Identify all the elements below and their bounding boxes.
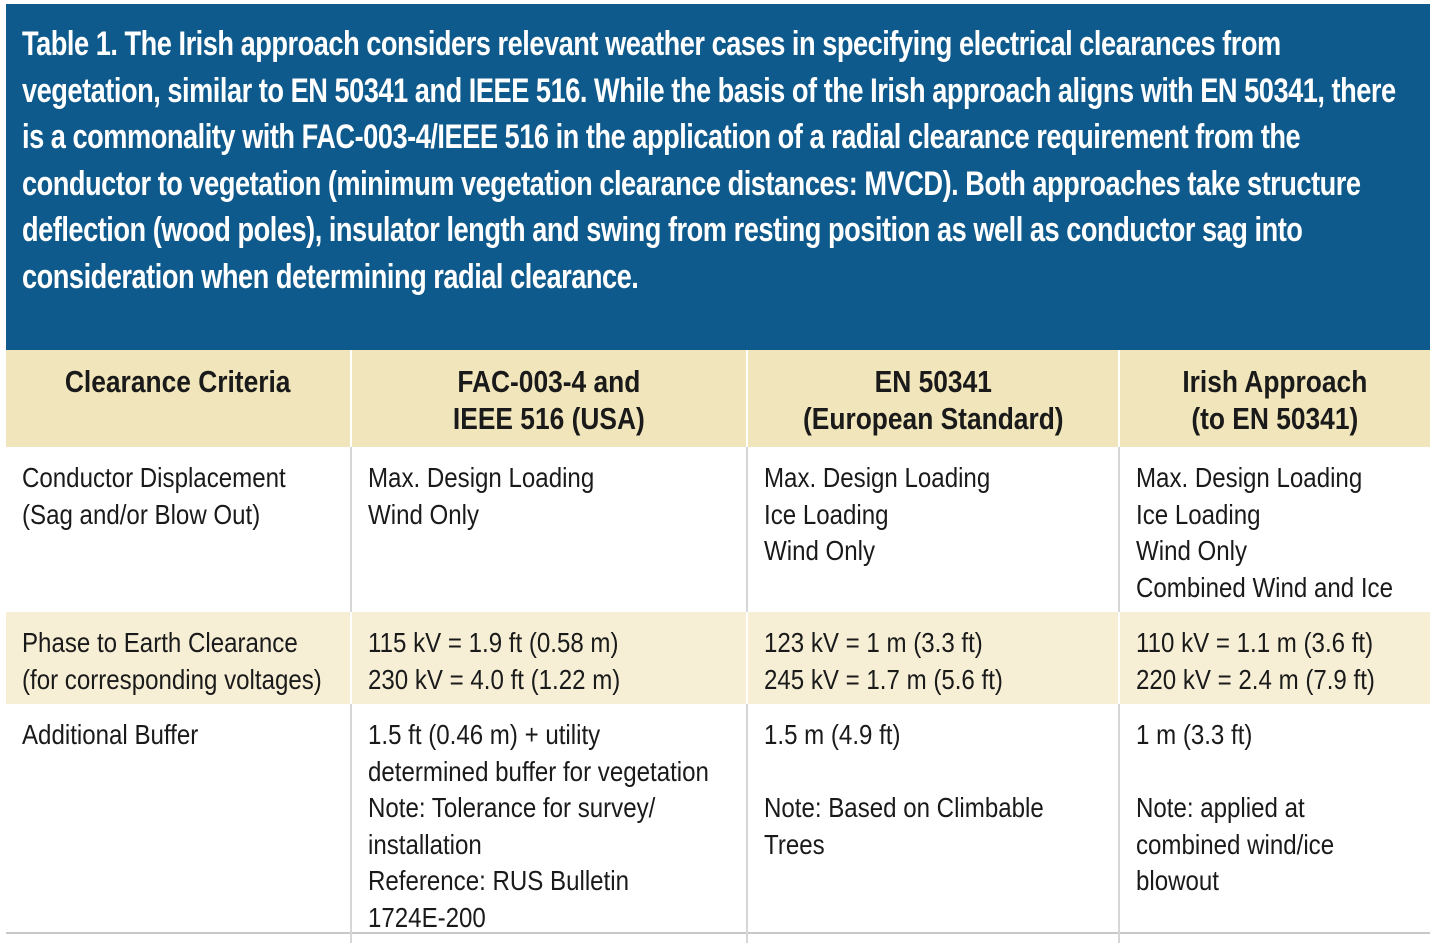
header-en-50341: EN 50341 (European Standard) [747,350,1119,447]
clearance-table [6,350,1430,943]
cell-irish: 110 kV = 1.1 m (3.6 ft) 220 kV = 2.4 m (7.9 ft) [1119,612,1430,704]
header-clearance-criteria: Clearance Criteria [6,350,351,447]
cell-en: 123 kV = 1 m (3.3 ft) 245 kV = 1.7 m (5.6 ft) [747,612,1119,704]
cell-irish: 1 m (3.3 ft) Note: applied at combined wind/ice blowout [1119,704,1430,943]
cell-criteria: Additional Buffer [22,719,199,750]
cell-usa: 1.5 ft (0.46 m) + utility determined buffer for vegetation Note: Tolerance for survey/ installation Reference: RUS Bulletin 1724E-200 [351,704,747,943]
table-figure [6,4,1430,934]
table-caption [6,4,1430,350]
cell-criteria: Conductor Displacement (Sag and/or Blow Out) [22,462,286,530]
table-row [6,704,1430,943]
cell-irish: Max. Design Loading Ice Loading Wind Only Combined Wind and Ice [1119,447,1430,612]
cell-criteria: Phase to Earth Clearance (for corresponding voltages) [6,612,351,704]
header-row [6,350,1430,447]
cell-en: Max. Design Loading Ice Loading Wind Only [747,447,1119,612]
table-row [6,612,1430,704]
header-fac-003-4-ieee-516: FAC-003-4 and IEEE 516 (USA) [351,350,747,447]
caption-text: Table 1. The Irish approach considers relevant weather cases in specifying electrical clearances from vegetation, similar to EN 50341 and IEEE 516. While the basis of the Irish approach aligns with EN 50341, there is a commonality with FAC-003-4/IEEE 516 in the application of a radial clearance requirement from the conductor to vegetation (minimum vegetation clearance distances: MVCD). Both approaches take structure deflection (wood poles), insulator length and swing from resting position as well as conductor sag into consideration when determining radial clearance. [22,25,1396,296]
cell-usa: Max. Design Loading Wind Only [351,447,747,612]
cell-en: 1.5 m (4.9 ft) Note: Based on Climbable Trees [747,704,1119,943]
table-row [6,447,1430,612]
header-irish-approach: Irish Approach (to EN 50341) [1119,350,1430,447]
cell-usa: 115 kV = 1.9 ft (0.58 m) 230 kV = 4.0 ft (1.22 m) [351,612,747,704]
